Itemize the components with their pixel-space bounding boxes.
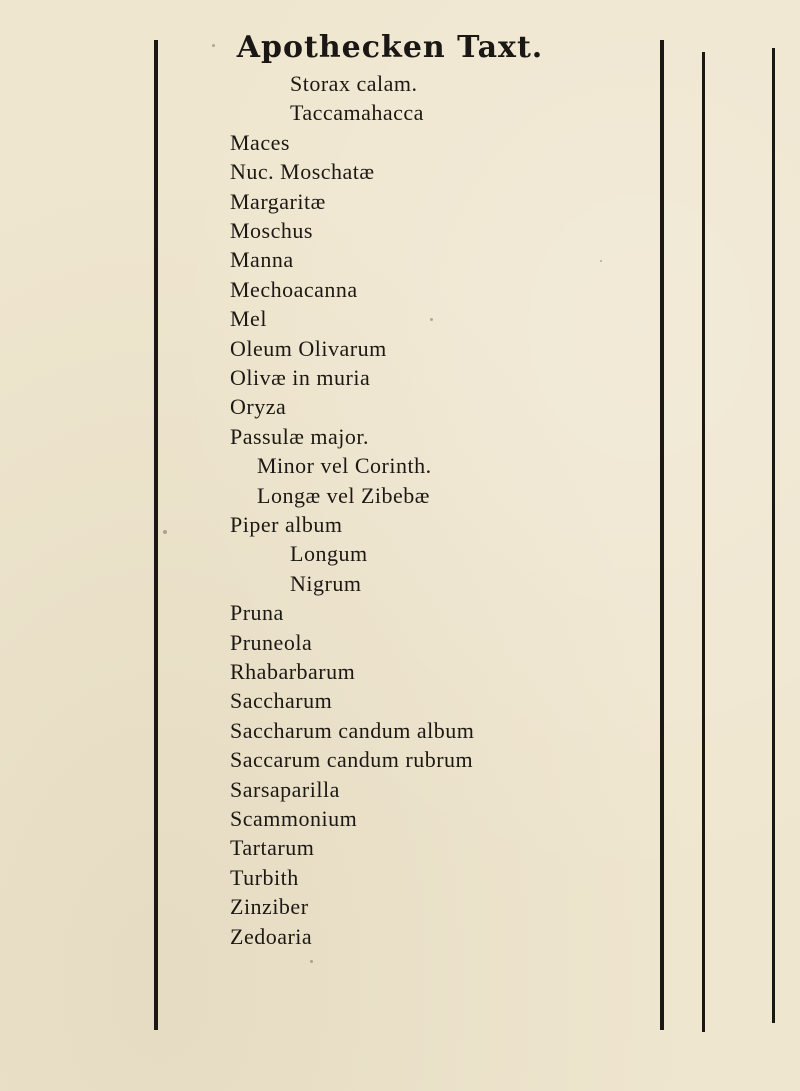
entry-item: Saccarum candum rubrum <box>230 747 474 772</box>
paper-speck <box>163 530 167 534</box>
price-column-rule-1 <box>660 40 664 1030</box>
entry-item: Tartarum <box>230 835 315 860</box>
entry-item: Margaritæ <box>230 189 326 214</box>
entry-item: Zinziber <box>230 894 309 919</box>
entry-item: Mechoacanna <box>230 277 358 302</box>
entry-item: Oleum Olivarum <box>230 336 387 361</box>
entry-item: Storax calam. <box>290 71 418 96</box>
entry-item: Pruna <box>230 600 284 625</box>
entry-item: Maces <box>230 130 290 155</box>
page-header: Apothecken Taxt. <box>236 30 544 65</box>
paper-speck <box>600 260 602 262</box>
entry-item: Longum <box>290 541 368 566</box>
entry-item: Manna <box>230 247 294 272</box>
paper-speck <box>212 44 215 47</box>
entry-item: Taccamahacca <box>290 100 424 125</box>
entry-item: Saccharum candum album <box>230 718 475 743</box>
entry-item: Zedoaria <box>230 924 313 949</box>
entry-item: Longæ vel Zibebæ <box>257 483 430 508</box>
paper-speck <box>310 960 313 963</box>
entry-item: Oryza <box>230 394 287 419</box>
entry-item: Rhabarbarum <box>230 659 356 684</box>
entry-item: Saccharum <box>230 688 333 713</box>
entry-item: Moschus <box>230 218 313 243</box>
entry-item: Pruneola <box>230 630 313 655</box>
entry-item: Minor vel Corinth. <box>257 453 432 478</box>
entry-item: Olivæ in muria <box>230 365 371 390</box>
entry-item: Nigrum <box>290 571 362 596</box>
entry-item: Scammonium <box>230 806 358 831</box>
price-column-rule-2 <box>702 52 705 1032</box>
left-column-rule <box>154 40 158 1030</box>
entry-item: Passulæ major. <box>230 424 370 449</box>
entry-item: Nuc. Moschatæ <box>230 159 375 184</box>
entry-item: Turbith <box>230 865 299 890</box>
entry-item: Mel <box>230 306 267 331</box>
price-column-rule-3 <box>772 48 775 1023</box>
entry-item: Piper album <box>230 512 343 537</box>
paper-speck <box>430 318 433 321</box>
entry-item: Sarsaparilla <box>230 777 340 802</box>
